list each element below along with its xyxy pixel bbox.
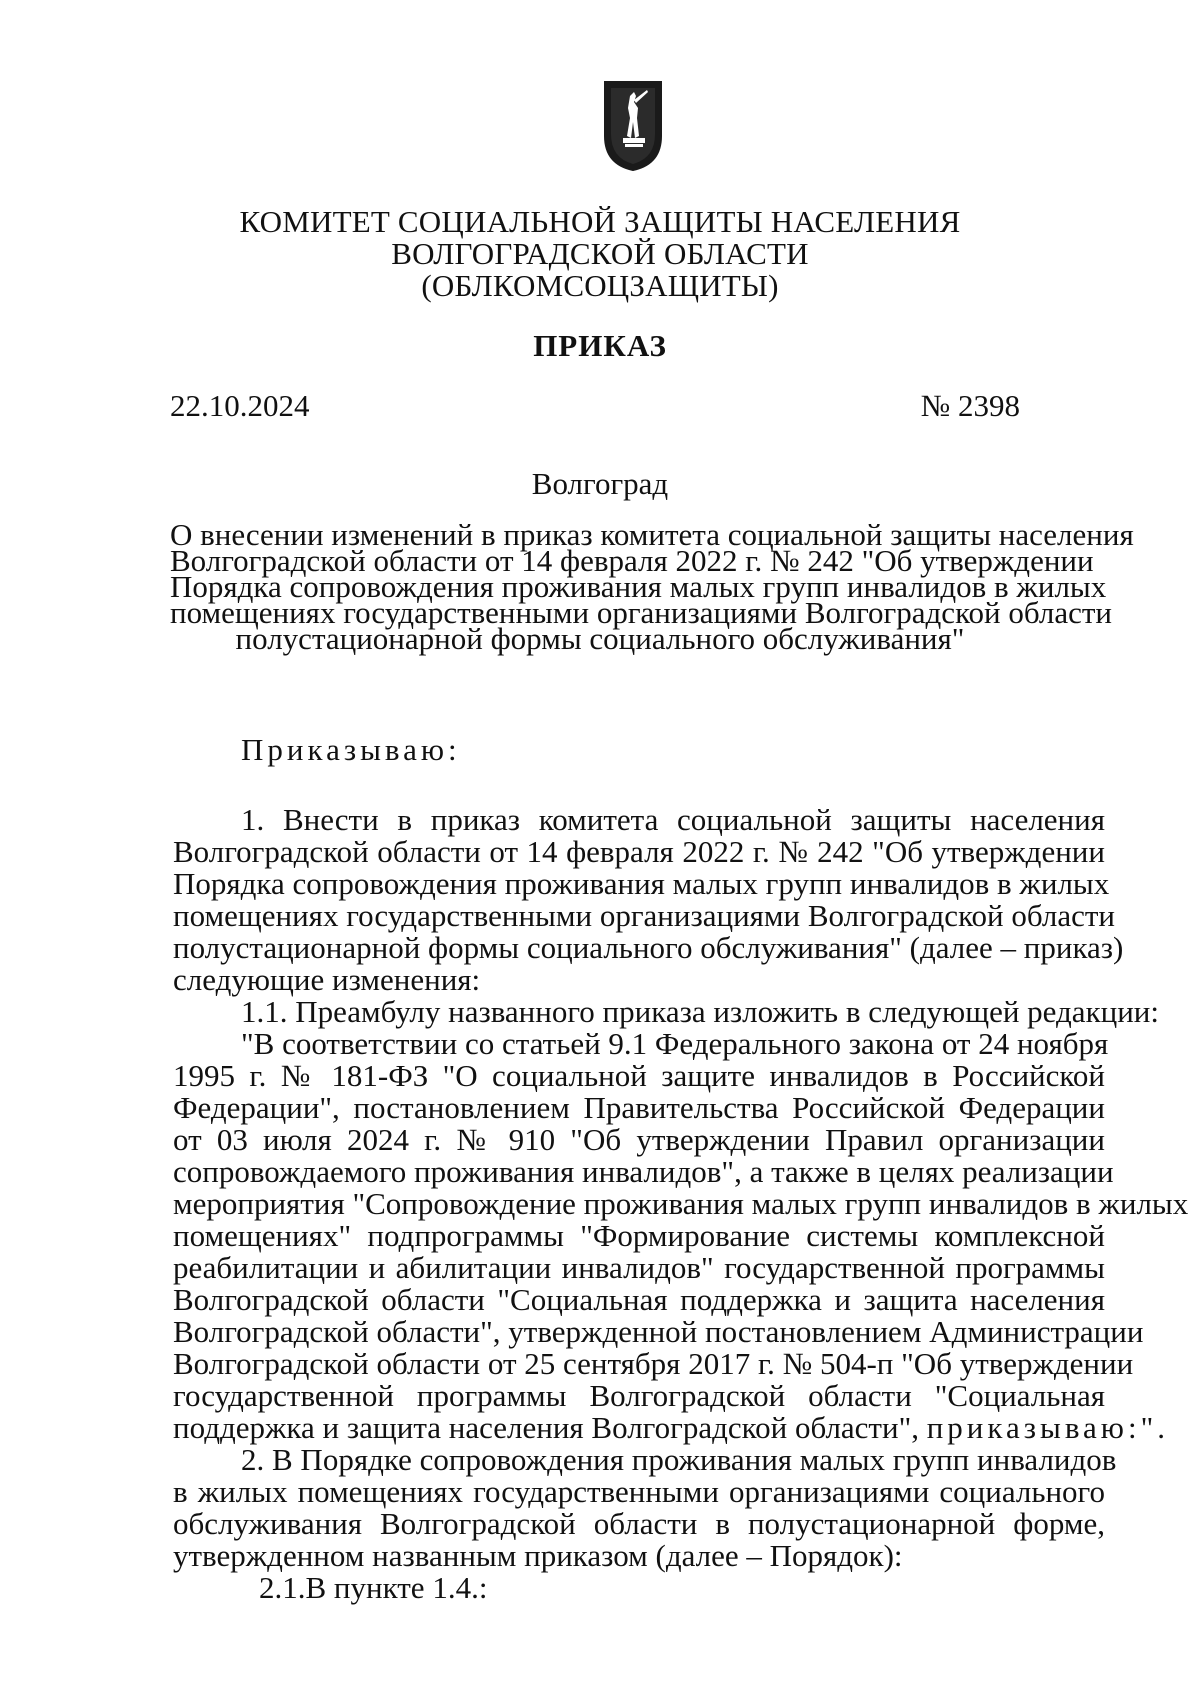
body-line: Волгоградской области от 14 февраля 2022 г. № 242 "Об утверждении	[173, 834, 1105, 869]
org-name-line-3: (ОБЛКОМСОЦЗАЩИТЫ)	[421, 268, 779, 303]
coat-of-arms-emblem	[603, 78, 665, 174]
body-line: помещениях" подпрограммы "Формирование системы комплексной	[173, 1218, 1105, 1253]
body-line: 1. Внести в приказ комитета социальной защиты населения	[241, 802, 1105, 837]
body-line: 1.1. Преамбулу названного приказа изложить в следующей редакции:	[241, 994, 1160, 1029]
body-line: реабилитации и абилитации инвалидов" государственной программы	[173, 1250, 1105, 1285]
coat-of-arms-icon	[603, 78, 665, 174]
body-line: 2.1.В пункте 1.4.:	[259, 1570, 488, 1605]
body-line: помещениях государственными организациями Волгоградской области	[173, 898, 1116, 933]
document-type-title: ПРИКАЗ	[533, 328, 667, 363]
body-line: Федерации", постановлением Правительства Российской Федерации	[173, 1090, 1105, 1125]
body-line: обслуживания Волгоградской области в полустационарной форме,	[173, 1506, 1105, 1541]
organization-header	[150, 206, 1050, 302]
body-line: Волгоградской области", утвержденной постановлением Администрации	[173, 1314, 1144, 1349]
body-line: в жилых помещениях государственными организациями социального	[173, 1474, 1105, 1509]
body-line: мероприятия "Сопровождение проживания малых групп инвалидов в жилых	[173, 1186, 1189, 1221]
body-line-text: поддержка и защита населения Волгоградской области",	[173, 1410, 919, 1445]
body-line: следующие изменения:	[173, 962, 481, 997]
subject-line: О внесении изменений в приказ комитета социальной защиты населения	[170, 517, 1134, 552]
subject-line: полустационарной формы социального обслуживания"	[235, 621, 965, 656]
body-line: государственной программы Волгоградской области "Социальная	[173, 1378, 1105, 1413]
subject-line: помещениях государственными организациями Волгоградской области	[170, 595, 1113, 630]
document-number: № 2398	[920, 388, 1020, 423]
org-name-line-1: КОМИТЕТ СОЦИАЛЬНОЙ ЗАЩИТЫ НАСЕЛЕНИЯ	[239, 204, 961, 239]
document-body	[173, 730, 1189, 1605]
document-date: 22.10.2024	[170, 388, 310, 423]
body-line: Порядка сопровождения проживания малых групп инвалидов в жилых	[173, 866, 1110, 901]
subject-line: Волгоградской области от 14 февраля 2022 г. № 242 "Об утверждении	[170, 543, 1094, 578]
body-line: полустационарной формы социального обслуживания" (далее – приказ)	[173, 930, 1124, 965]
body-line: "В соответствии со статьей 9.1 Федерального закона от 24 ноября	[241, 1026, 1109, 1061]
body-line: Волгоградской области от 25 сентября 2017 г. № 504-п "Об утверждении	[173, 1346, 1134, 1381]
org-name-line-2: ВОЛГОГРАДСКОЙ ОБЛАСТИ	[391, 236, 809, 271]
body-line: сопровождаемого проживания инвалидов", а также в целях реализации	[173, 1154, 1114, 1189]
document-subject	[170, 517, 1134, 656]
document-city: Волгоград	[531, 466, 669, 501]
subject-line: Порядка сопровождения проживания малых групп инвалидов в жилых	[170, 569, 1107, 604]
body-line-orders-word: приказываю:".	[926, 1410, 1169, 1445]
body-line: от 03 июля 2024 г. № 910 "Об утверждении Правил организации	[173, 1122, 1105, 1157]
body-line: 1995 г. № 181-ФЗ "О социальной защите инвалидов в Российской	[173, 1058, 1105, 1093]
body-line: 2. В Порядке сопровождения проживания малых групп инвалидов	[241, 1442, 1117, 1477]
body-line: Волгоградской области "Социальная поддержка и защита населения	[173, 1282, 1105, 1317]
orders-word: Приказываю:	[241, 732, 461, 767]
body-line	[173, 1410, 1169, 1445]
body-line: утвержденном названным приказом (далее – Порядок):	[173, 1538, 903, 1573]
